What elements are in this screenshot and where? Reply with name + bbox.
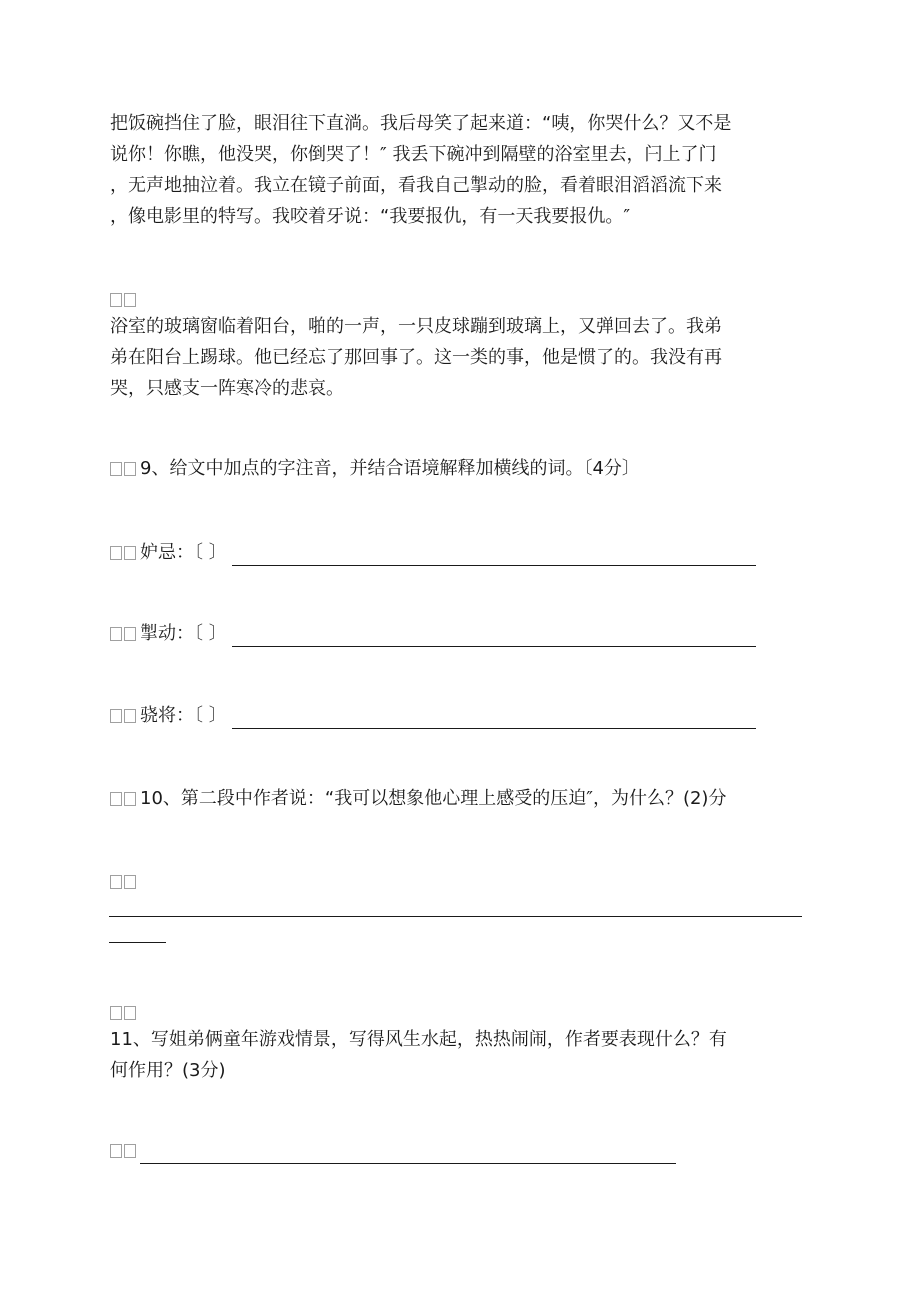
missing-glyph-marks bbox=[110, 703, 138, 729]
missing-glyph-marks bbox=[110, 621, 138, 647]
question-9 bbox=[110, 456, 640, 482]
answer-blank[interactable] bbox=[232, 545, 756, 566]
missing-glyph-marks bbox=[110, 1138, 138, 1164]
item-word: 骁将：〔 〕 bbox=[140, 705, 227, 726]
passage-line: 把饭碗挡住了脸，眼泪往下直淌。我后母笑了起来道：“咦，你哭什么？又不是 bbox=[110, 113, 732, 134]
passage-line: ，无声地抽泣着。我立在镜子前面，看我自己掣动的脸，看着眼泪滔滔流下来 bbox=[110, 175, 722, 196]
answer-blank[interactable] bbox=[140, 1143, 676, 1164]
question-11-answer bbox=[110, 1138, 676, 1164]
answer-blank[interactable] bbox=[232, 626, 756, 647]
question-9-item-3 bbox=[110, 703, 756, 729]
missing-glyph-marks bbox=[110, 290, 138, 308]
missing-glyph-marks bbox=[110, 1003, 138, 1021]
passage-line: 说你！你瞧，他没哭，你倒哭了！″ 我丢下碗冲到隔壁的浴室里去，闩上了门 bbox=[110, 144, 717, 165]
question-11-line: 11、写姐弟俩童年游戏情景，写得风生水起，热热闹闹，作者要表现什么？有 bbox=[110, 1029, 727, 1050]
missing-glyph-marks bbox=[110, 456, 138, 482]
question-11-line: 何作用？(3分) bbox=[110, 1060, 226, 1081]
answer-line[interactable] bbox=[109, 942, 166, 943]
passage-line: 哭，只感支一阵寒冷的悲哀。 bbox=[110, 378, 344, 399]
missing-glyph-marks bbox=[110, 540, 138, 566]
passage-paragraph-2 bbox=[110, 311, 810, 404]
question-10-text: 10、第二段中作者说：“我可以想象他心理上感受的压迫″，为什么？(2)分 bbox=[140, 788, 727, 809]
missing-glyph-marks bbox=[110, 872, 138, 890]
answer-line[interactable] bbox=[109, 916, 802, 917]
question-9-item-1 bbox=[110, 540, 756, 566]
item-word: 掣动：〔 〕 bbox=[140, 623, 227, 644]
answer-blank[interactable] bbox=[232, 708, 756, 729]
question-10 bbox=[110, 786, 726, 812]
missing-glyph-marks bbox=[110, 786, 138, 812]
question-11 bbox=[110, 1024, 810, 1086]
passage-paragraph-1 bbox=[110, 108, 810, 232]
passage-line: ，像电影里的特写。我咬着牙说：“我要报仇，有一天我要报仇。″ bbox=[110, 206, 631, 227]
question-9-item-2 bbox=[110, 621, 756, 647]
passage-line: 弟在阳台上踢球。他已经忘了那回事了。这一类的事，他是惯了的。我没有再 bbox=[110, 347, 722, 368]
item-word: 妒忌：〔 〕 bbox=[140, 542, 227, 563]
question-9-text: 9、给文中加点的字注音，并结合语境解释加横线的词。〔4分〕 bbox=[140, 458, 640, 479]
passage-line: 浴室的玻璃窗临着阳台，啪的一声，一只皮球蹦到玻璃上，又弹回去了。我弟 bbox=[110, 316, 722, 337]
